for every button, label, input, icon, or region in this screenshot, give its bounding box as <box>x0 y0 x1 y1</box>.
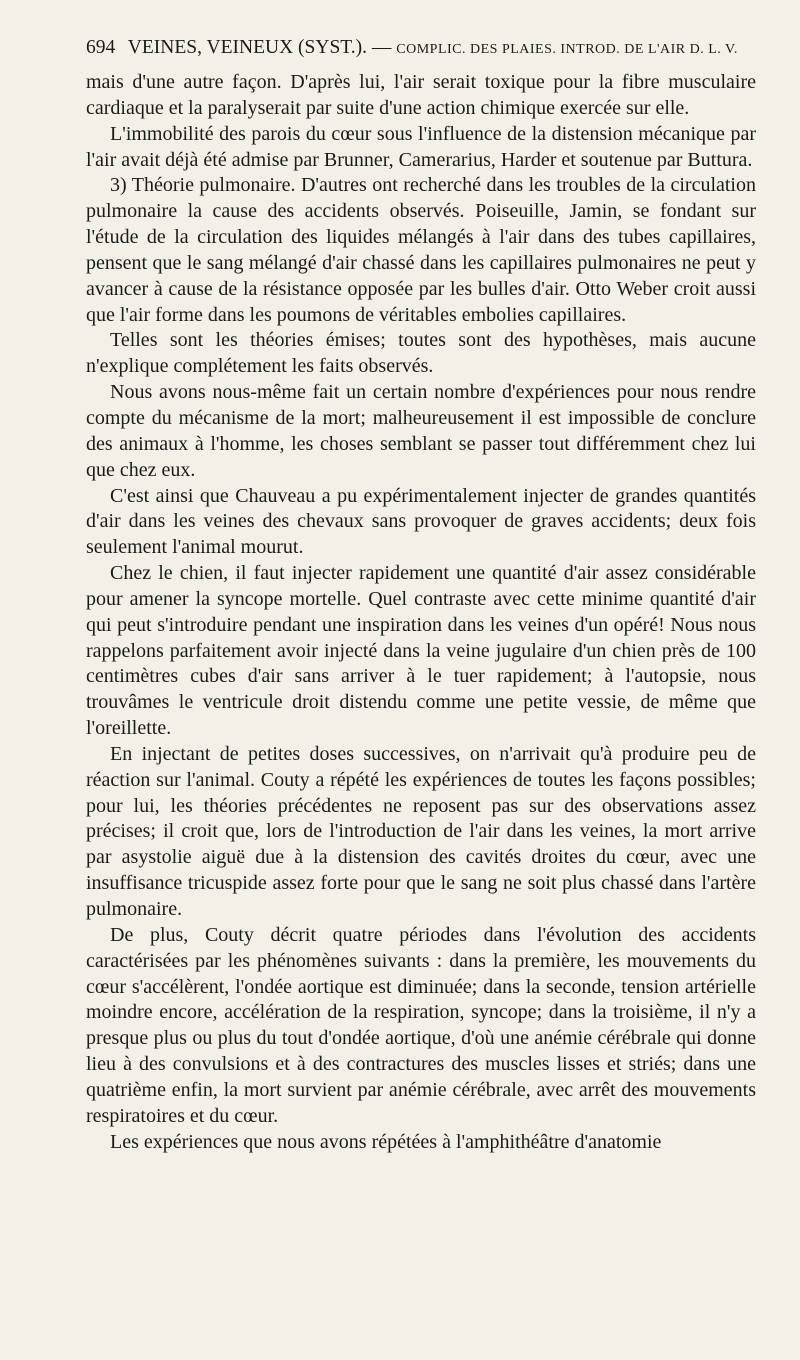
paragraph-6: C'est ainsi que Chauveau a pu expérimentalement injecter de grandes quantités d'air dans les veines des chevaux sans provoquer de graves accidents; deux fois seulement l'animal mourut. <box>86 484 756 559</box>
paragraph-2: L'immobilité des parois du cœur sous l'influence de la distension mécanique par l'air avait déjà été admise par Brunner, Camerarius, Harder et soutenue par Buttura. <box>86 122 756 171</box>
header-section: COMPLIC. DES PLAIES. INTROD. DE L'AIR D. L. V. <box>396 42 738 57</box>
header-dash: — <box>371 37 392 58</box>
paragraph-4: Telles sont les théories émises; toutes sont des hypothèses, mais aucune n'explique complétement les faits observés. <box>86 329 756 378</box>
paragraph-7: Chez le chien, il faut injecter rapidement une quantité d'air assez considérable pour amener la syncope mortelle. Quel contraste avec cette minime quantité d'air qui peut s'introduire pendant une inspiration dans les veines d'un opéré! Nous nous rappelons parfaitement avoir injecté dans la veine jugulaire d'un chien près de 100 centimètres cubes d'air sans arriver à le tuer rapidement; à l'autopsie, nous trouvâmes le ventricule droit distendu comme une petite vessie, de même que l'oreillette. <box>86 562 756 740</box>
paragraph-1: mais d'une autre façon. D'après lui, l'air serait toxique pour la fibre musculaire cardiaque et la paralyserait par suite d'une action chimique exercée sur elle. <box>86 71 756 119</box>
body-text <box>86 70 756 1320</box>
paragraph-8: En injectant de petites doses successives, on n'arrivait qu'à produire peu de réaction sur l'animal. Couty a répété les expériences de toutes les façons possibles; pour lui, les théories précédentes ne reposent pas sur des observations assez précises; il croit que, lors de l'introduction de l'air dans les veines, la mort arrive par asystolie aiguë due à la distension des cavités droites du cœur, avec une insuffisance tricuspide assez forte pour que le sang ne soit plus chassé dans l'artère pulmonaire. <box>86 742 756 920</box>
paragraph-10: Les expériences que nous avons répétées à l'amphithéâtre d'anatomie <box>110 1130 662 1153</box>
paragraph-9: De plus, Couty décrit quatre périodes dans l'évolution des accidents caractérisées par les phénomènes suivants : dans la première, les mouvements du cœur s'accélèrent, l'ondée aortique est diminuée; dans la seconde, tension artérielle moindre encore, accélération de la respiration, syncope; dans la troisième, il n'y a presque plus ou plus du tout d'ondée aortique, d'où une anémie cérébrale qui donne lieu à des convulsions et à des contractures des muscles lisses et striés; dans une quatrième enfin, la mort survient par anémie cérébrale, avec arrêt des mouvements respiratoires et du cœur. <box>86 923 756 1127</box>
running-head <box>86 32 766 64</box>
page-number: 694 <box>86 37 116 58</box>
paragraph-3: 3) Théorie pulmonaire. D'autres ont recherché dans les troubles de la circulation pulmonaire la cause des accidents observés. Poiseuille, Jamin, se fondant sur l'étude de la circulation des liquides mélangés à l'air dans des tubes capillaires, pensent que le sang mélangé d'air chassé dans les capillaires pulmonaires ne peut y avancer à cause de la résistance opposée par les bulles d'air. Otto Weber croit aussi que l'air forme dans les poumons de véritables embolies capillaires. <box>86 174 756 326</box>
header-system: (SYST.). <box>298 37 368 58</box>
header-title: VEINES, VEINEUX <box>127 37 294 58</box>
paragraph-5: Nous avons nous-même fait un certain nombre d'expériences pour nous rendre compte du mécanisme de la mort; malheureusement il est impossible de conclure des animaux à l'homme, les choses semblant se passer tout différemment chez lui que chez eux. <box>86 381 756 481</box>
